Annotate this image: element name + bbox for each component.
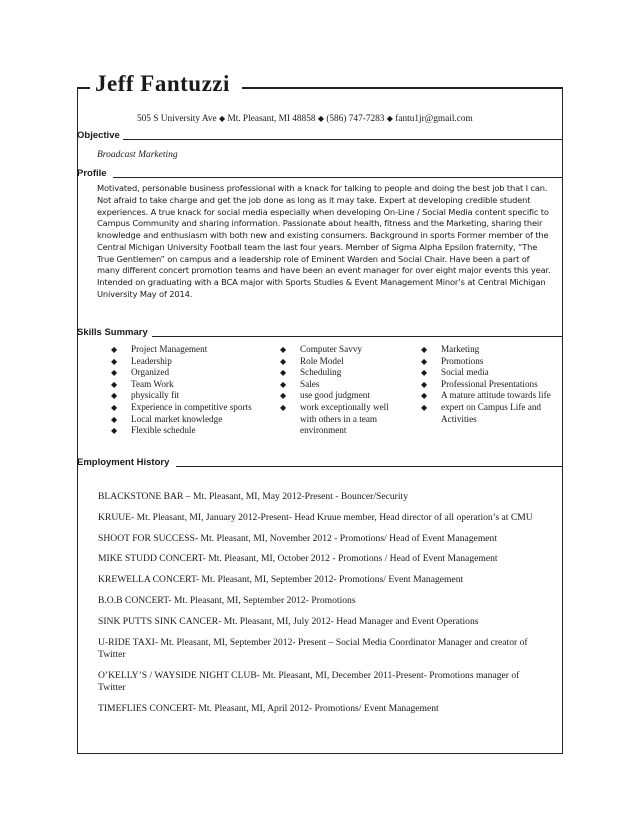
email: fantu1jr@gmail.com	[395, 114, 473, 124]
job-entry: BLACKSTONE BAR – Mt. Pleasant, MI, May 2012-Present - Bouncer/Security	[98, 491, 408, 502]
skill-item: ◆ Experience in competitive sports	[111, 402, 271, 414]
skill-item: ◆ work exceptionally well with others in a team environment	[280, 402, 400, 437]
job-entry: SINK PUTTS SINK CANCER- Mt. Pleasant, MI, July 2012- Head Manager and Event Operations	[98, 615, 479, 627]
job-entry: KREWELLA CONCERT- Mt. Pleasant, MI, September 2012- Promotions/ Event Management	[98, 574, 464, 586]
skill-item: ◆ Social media	[421, 367, 557, 379]
skill-item: ◆ Marketing	[421, 344, 557, 356]
skill-item: ◆ Computer Savvy	[280, 344, 400, 356]
profile-text: Motivated, personable business professional with a knack for talking to people and doing the best job that I can. Not afraid to take charge and get the job done as long as it may take. Expert at developing credible student experiences. A true knack for social media especially when developing On-Line / Social Media content specific to Campus Community and sharing information. Passionate about health, fitness and the Marketing, sharing their knowledge and enthusiasm with both new and existing consumers. Background in sports Former member of the Central Michigan University Football team the last four years. Member of Sigma Alpha Epsilon fraternity, “The True Gentlemen” on campus and a leadership role of Eminent Warden and Social Chair. Have been a part of many different concert promotion teams and have been an event manager for over eight major events this year. Intended on graduating with a BCA major with Sports Studies & Event Management Minor’s at Central Michigan University May of 2014.	[97, 183, 551, 299]
skills-column-2	[280, 344, 400, 437]
separator-diamond-icon: ◆	[317, 114, 324, 123]
skill-item: ◆ Sales	[280, 379, 400, 391]
skill-item: ◆ A mature attitude towards life	[421, 390, 557, 402]
employment-list	[98, 491, 538, 723]
contact-line	[137, 114, 473, 124]
profile-heading: Profile	[77, 168, 107, 179]
job-entry: TIMEFLIES CONCERT- Mt. Pleasant, MI, April 2012- Promotions/ Event Management	[98, 702, 439, 714]
skill-item: ◆ Leadership	[111, 356, 271, 368]
address: 505 S University Ave	[137, 114, 217, 124]
separator-diamond-icon: ◆	[218, 114, 226, 123]
city: Mt. Pleasant, MI 48858	[227, 114, 316, 124]
phone: (586) 747-7283	[326, 114, 385, 124]
job-entry: B.O.B CONCERT- Mt. Pleasant, MI, September 2012- Promotions	[98, 594, 356, 606]
skill-item: ◆ use good judgment	[280, 390, 400, 402]
skill-item: ◆ Project Management	[111, 344, 271, 356]
skill-item: ◆ Flexible schedule	[111, 425, 271, 437]
skill-item: ◆ Local market knowledge	[111, 414, 271, 426]
resume-name: Jeff Fantuzzi	[95, 71, 230, 96]
skills-rule	[152, 336, 562, 337]
skill-item: ◆ Organized	[111, 367, 271, 379]
skill-item: ◆ Role Model	[280, 356, 400, 368]
skills-heading: Skills Summary	[77, 327, 148, 338]
header-rule-left	[77, 87, 90, 89]
job-entry: MIKE STUDD CONCERT- Mt. Pleasant, MI, October 2012 - Promotions / Head of Event Management	[98, 553, 498, 565]
job-entry: U-RIDE TAXI- Mt. Pleasant, MI, September 2012- Present – Social Media Coordinator Manager and creator of Twitter	[98, 636, 528, 660]
profile-rule	[113, 177, 562, 178]
skill-item: ◆ physically fit	[111, 390, 271, 402]
skills-column-3	[421, 344, 557, 425]
skill-item: ◆ Promotions	[421, 356, 557, 368]
header-rule-right	[242, 87, 562, 89]
objective-heading: Objective	[77, 130, 120, 141]
separator-diamond-icon: ◆	[386, 114, 393, 123]
employment-rule	[176, 466, 562, 467]
skill-item: ◆ Team Work	[111, 379, 271, 391]
skill-item: ◆ Professional Presentations	[421, 379, 557, 391]
skills-column-1	[111, 344, 271, 437]
skill-item: ◆ expert on Campus Life and Activities	[421, 402, 557, 425]
objective-text: Broadcast Marketing	[97, 150, 178, 160]
job-entry: KRUUE- Mt. Pleasant, MI, January 2012-Present- Head Kruue member, Head director of all operation’s at CMU	[98, 511, 533, 523]
job-entry: SHOOT FOR SUCCESS- Mt. Pleasant, MI, November 2012 - Promotions/ Head of Event Management	[98, 532, 498, 544]
objective-rule	[123, 139, 562, 140]
skill-item: ◆ Scheduling	[280, 367, 400, 379]
job-entry: O’KELLY’S / WAYSIDE NIGHT CLUB- Mt. Pleasant, MI, December 2011-Present- Promotions manager of Twitter	[98, 669, 520, 693]
employment-heading: Employment History	[77, 457, 170, 468]
